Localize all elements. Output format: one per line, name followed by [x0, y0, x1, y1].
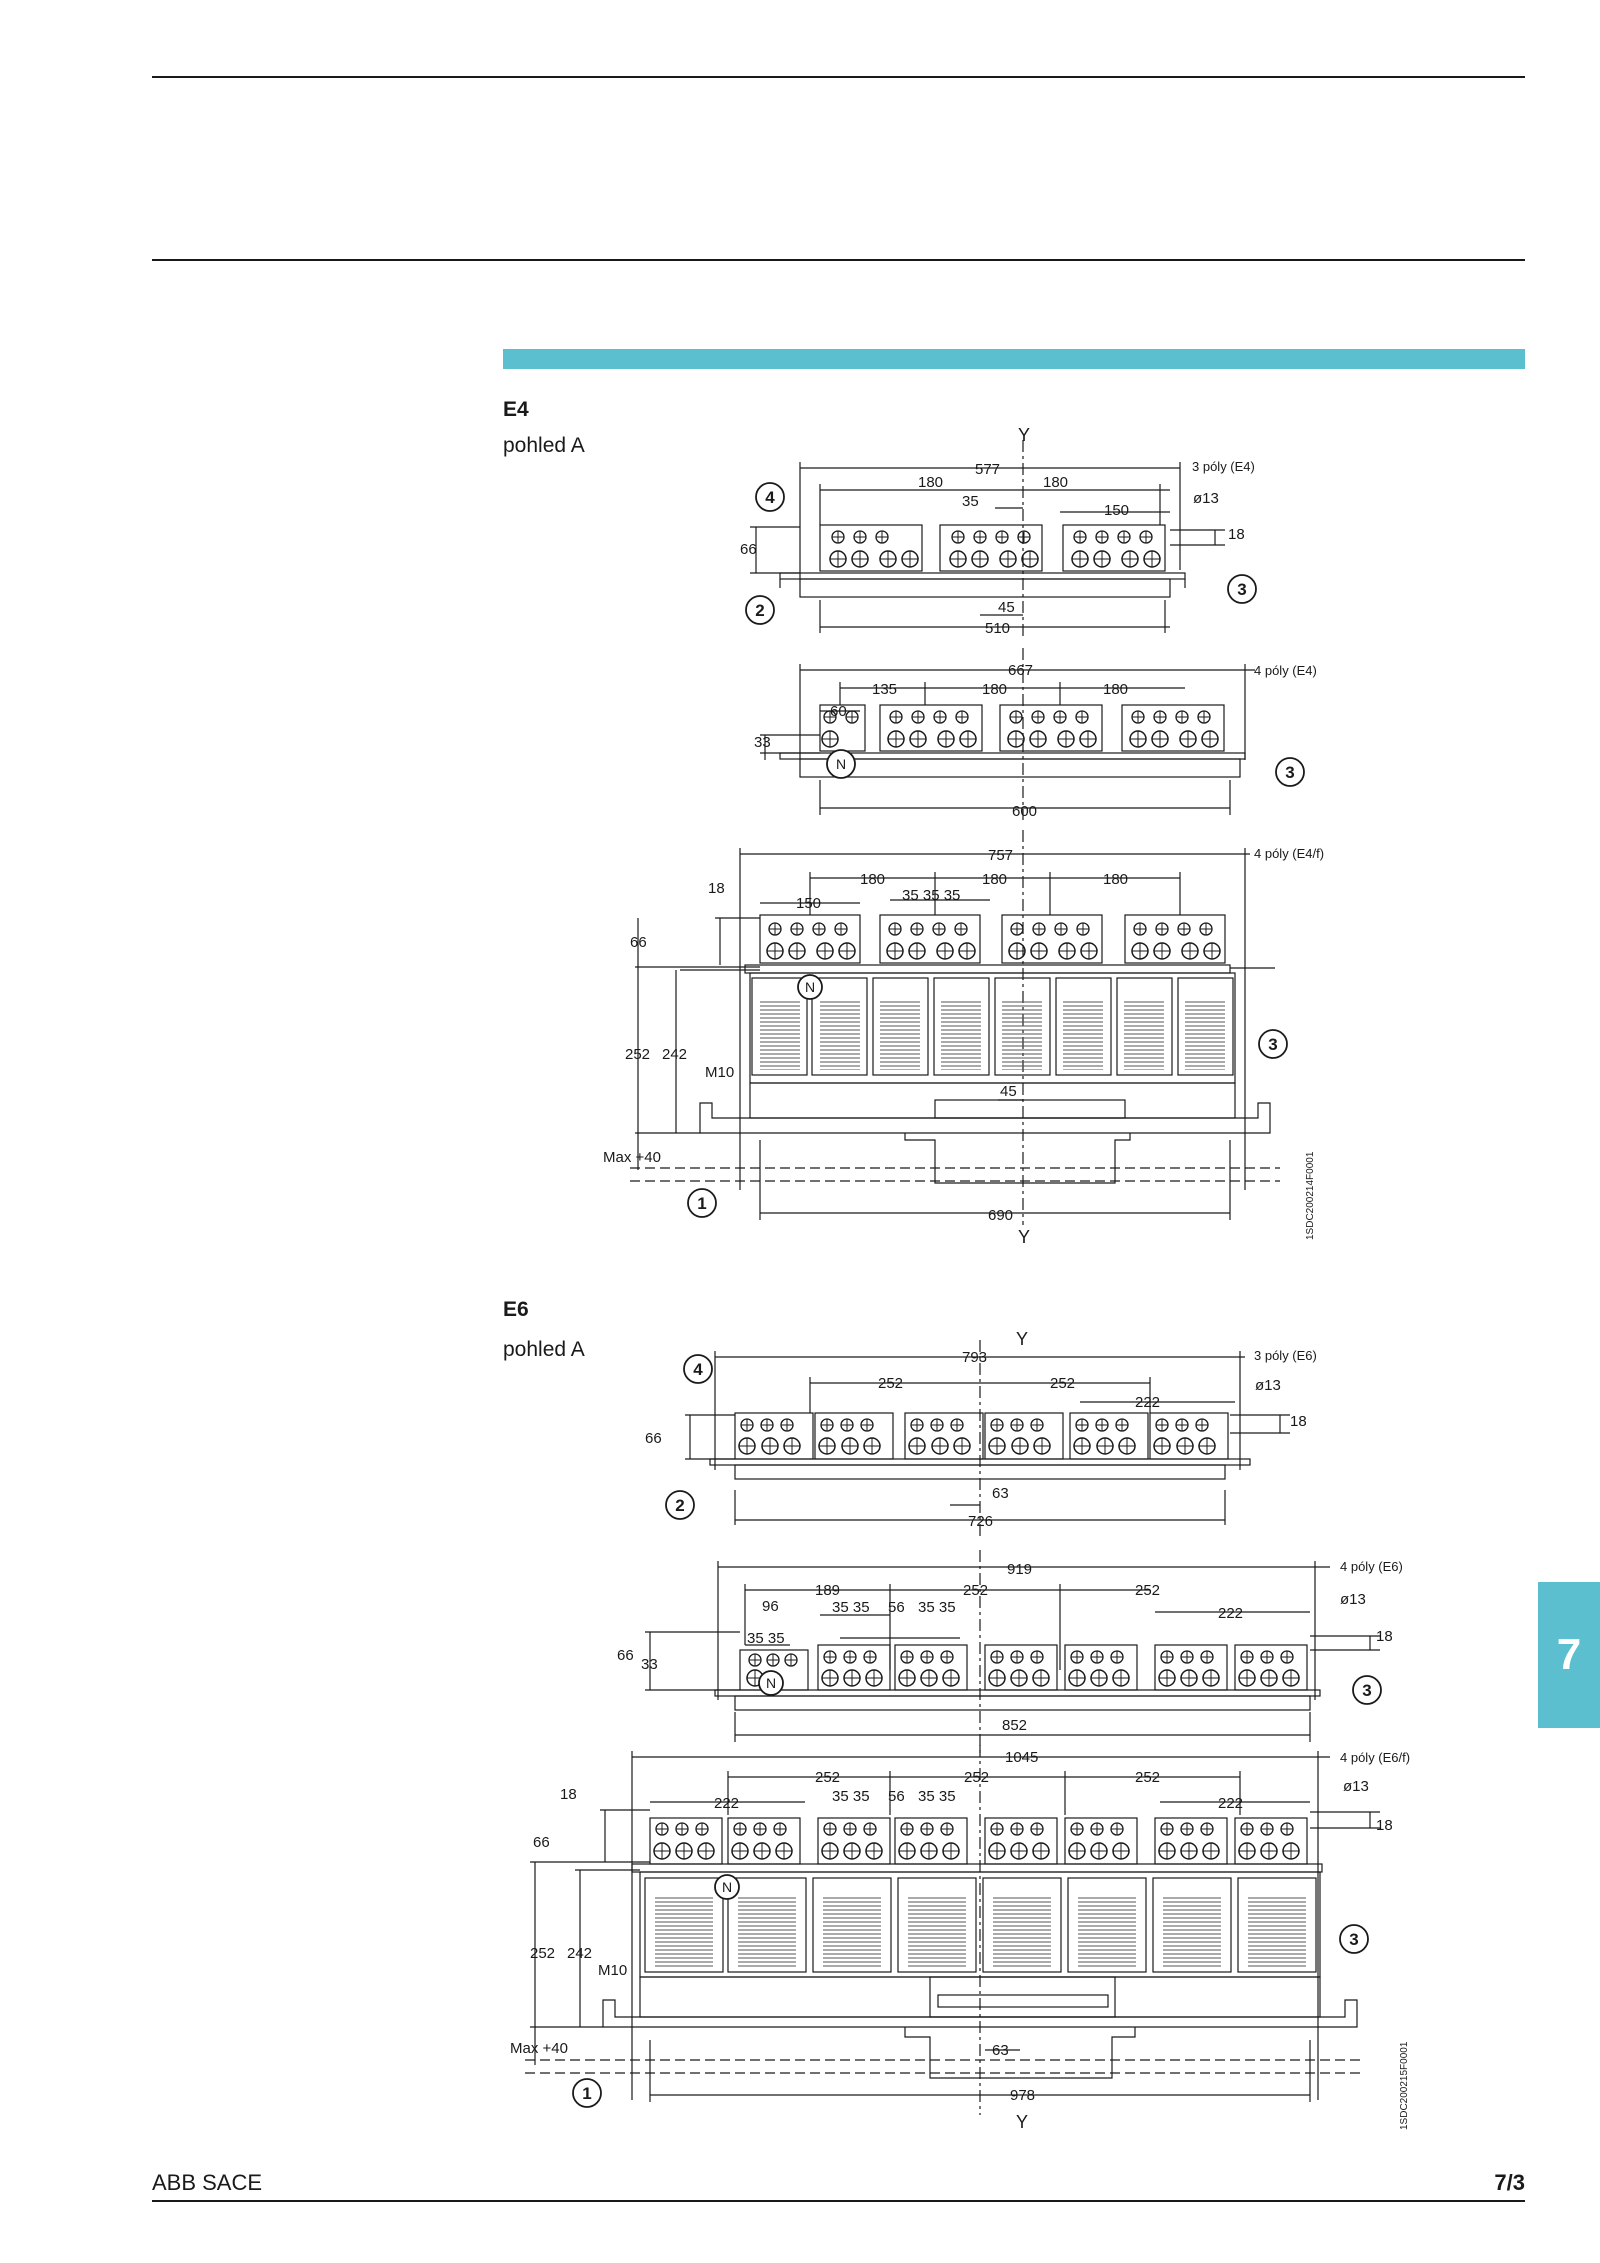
e6-dim-13c: ø13	[1343, 1778, 1369, 1795]
e4-dim-35: 35	[962, 493, 979, 510]
e6-dim-3535b: 35 35	[918, 1599, 956, 1616]
e4-callout-4: 4	[765, 488, 775, 507]
e4-title: E4	[503, 398, 529, 421]
e6-axis-bottom: Y	[1016, 2112, 1029, 2132]
e6-dim-222c: 222	[714, 1795, 740, 1812]
e4-dim-252: 252	[625, 1046, 651, 1063]
e6-dim-63a: 63	[992, 1485, 1009, 1502]
e6-dim-252h: 252	[530, 1945, 556, 1962]
e6-dim-63b: 63	[992, 2042, 1009, 2059]
e6-dim-33: 33	[641, 1656, 658, 1673]
e6-callout-1: 1	[582, 2084, 592, 2103]
e4-neutral-label-1: N	[835, 756, 847, 772]
e4-m10: M10	[705, 1064, 735, 1081]
e4-dim-667: 667	[1008, 662, 1034, 679]
e4-dim-180a: 180	[918, 474, 944, 491]
e6-drawing-code: 1SDC200215F0001	[1399, 2041, 1410, 2130]
e4-dim-45b: 45	[1000, 1083, 1017, 1100]
e4-drawing-code: 1SDC200214F0001	[1305, 1151, 1316, 1240]
e6-3pole-terminals	[739, 1419, 1215, 1454]
e6-neutral-label-1: N	[765, 1675, 777, 1691]
e6-dim-66a: 66	[645, 1430, 662, 1447]
e6-dim-3535a: 35 35	[832, 1599, 870, 1616]
e4-dim-242: 242	[662, 1046, 688, 1063]
e6-dim-919: 919	[1007, 1561, 1033, 1578]
e4-3pole-label: 3 póly (E4)	[1192, 459, 1255, 474]
e6-dim-852: 852	[1002, 1717, 1028, 1734]
e6-dim-56b: 56	[888, 1788, 905, 1805]
e4-4pole-f-label: 4 póly (E4/f)	[1254, 846, 1325, 861]
e4-callout-3c: 3	[1268, 1035, 1278, 1054]
e4-dim-66b: 66	[630, 934, 647, 951]
e6-4pole-f-label: 4 póly (E6/f)	[1340, 1750, 1411, 1765]
e4-4pole-label: 4 póly (E4)	[1254, 663, 1317, 678]
e6-dim-13b: ø13	[1340, 1591, 1366, 1608]
e6-dim-222d: 222	[1218, 1795, 1244, 1812]
e6-dim-726: 726	[968, 1513, 994, 1530]
e6-dim-56a: 56	[888, 1599, 905, 1616]
e6-neutral-label-2: N	[721, 1879, 733, 1895]
e4-callout-1: 1	[697, 1194, 707, 1213]
e6-view-label: pohled A	[503, 1338, 585, 1361]
e4-dim-60: 60	[830, 703, 847, 720]
e4-dim-353535: 35 35 35	[902, 887, 961, 904]
footer-page-number: 7/3	[1494, 2170, 1525, 2195]
e6-dim-189: 189	[815, 1582, 841, 1599]
e4-dim-135: 135	[872, 681, 898, 698]
e4-dim-18b: 18	[708, 880, 725, 897]
e6-dim-66c: 66	[533, 1834, 550, 1851]
e4-4pole-f-terminals	[767, 923, 1220, 959]
e4-dim-510: 510	[985, 620, 1011, 637]
e6-dim-18a: 18	[1290, 1413, 1307, 1430]
e6-callout-3a: 3	[1362, 1681, 1372, 1700]
e6-4pole-label: 4 póly (E6)	[1340, 1559, 1403, 1574]
e4-dim-150b: 150	[796, 895, 822, 912]
e6-dim-793: 793	[962, 1349, 988, 1366]
e6-dim-252a: 252	[878, 1375, 904, 1392]
e4-dim-600: 600	[1012, 803, 1038, 820]
e4-dim-180c: 180	[982, 681, 1008, 698]
e4-neutral-label-2: N	[804, 979, 816, 995]
e6-dim-18b: 18	[1376, 1628, 1393, 1645]
e6-dim-978: 978	[1010, 2087, 1036, 2104]
e6-callout-4: 4	[693, 1360, 703, 1379]
e4-callout-3a: 3	[1237, 580, 1247, 599]
e6-dim-3535d: 35 35	[832, 1788, 870, 1805]
e6-dim-252d: 252	[1135, 1582, 1161, 1599]
e4-4pole-terminals	[822, 711, 1218, 747]
e6-dim-252f: 252	[964, 1769, 990, 1786]
e4-dim-18: 18	[1228, 526, 1245, 543]
e6-dim-3535c: 35 35	[747, 1630, 785, 1647]
e6-dim-252c: 252	[963, 1582, 989, 1599]
e4-dim-690: 690	[988, 1207, 1014, 1224]
e6-dim-222b: 222	[1218, 1605, 1244, 1622]
e4-dim-180g: 180	[1103, 871, 1129, 888]
e6-4pole-terminals	[747, 1651, 1299, 1686]
e4-dim-180f: 180	[982, 871, 1008, 888]
e4-dim-33: 33	[754, 734, 771, 751]
e6-dim-66b: 66	[617, 1647, 634, 1664]
e4-axis-top: Y	[1018, 425, 1031, 445]
e4-dim-180d: 180	[1103, 681, 1129, 698]
e6-dim-1045: 1045	[1005, 1749, 1039, 1766]
e6-dim-3535e: 35 35	[918, 1788, 956, 1805]
e4-dim-45: 45	[998, 599, 1015, 616]
e6-dim-252g: 252	[1135, 1769, 1161, 1786]
e6-dim-252b: 252	[1050, 1375, 1076, 1392]
e4-callout-3b: 3	[1285, 763, 1295, 782]
footer-company: ABB SACE	[152, 2170, 263, 2195]
e4-dim-66: 66	[740, 541, 757, 558]
e4-axis-bottom: Y	[1018, 1227, 1031, 1247]
e6-callout-3b: 3	[1349, 1930, 1359, 1949]
e6-dim-252e: 252	[815, 1769, 841, 1786]
e4-view-label: pohled A	[503, 434, 585, 457]
e6-dim-222a: 222	[1135, 1394, 1161, 1411]
e6-max40: Max +40	[510, 2040, 568, 2057]
e6-dim-13a: ø13	[1255, 1377, 1281, 1394]
e6-4pole-f-terminals	[654, 1823, 1299, 1859]
e6-axis-top: Y	[1016, 1329, 1029, 1349]
e6-dim-96: 96	[762, 1598, 779, 1615]
e6-dim-18c: 18	[1376, 1817, 1393, 1834]
e4-dim-180e: 180	[860, 871, 886, 888]
e4-3pole-terminals	[830, 531, 1160, 567]
e4-dim-180b: 180	[1043, 474, 1069, 491]
e4-dim-13: ø13	[1193, 490, 1219, 507]
e6-title: E6	[503, 1298, 529, 1321]
e6-3pole-label: 3 póly (E6)	[1254, 1348, 1317, 1363]
e4-dim-150: 150	[1104, 502, 1130, 519]
e6-callout-2: 2	[675, 1496, 685, 1515]
e4-max40: Max +40	[603, 1149, 661, 1166]
e6-dim-18d: 18	[560, 1786, 577, 1803]
e6-m10: M10	[598, 1962, 628, 1979]
chapter-tab: 7	[1538, 1582, 1600, 1728]
e4-dim-577: 577	[975, 461, 1001, 478]
e6-dim-242: 242	[567, 1945, 593, 1962]
e4-callout-2: 2	[755, 601, 765, 620]
e4-dim-757: 757	[988, 847, 1014, 864]
